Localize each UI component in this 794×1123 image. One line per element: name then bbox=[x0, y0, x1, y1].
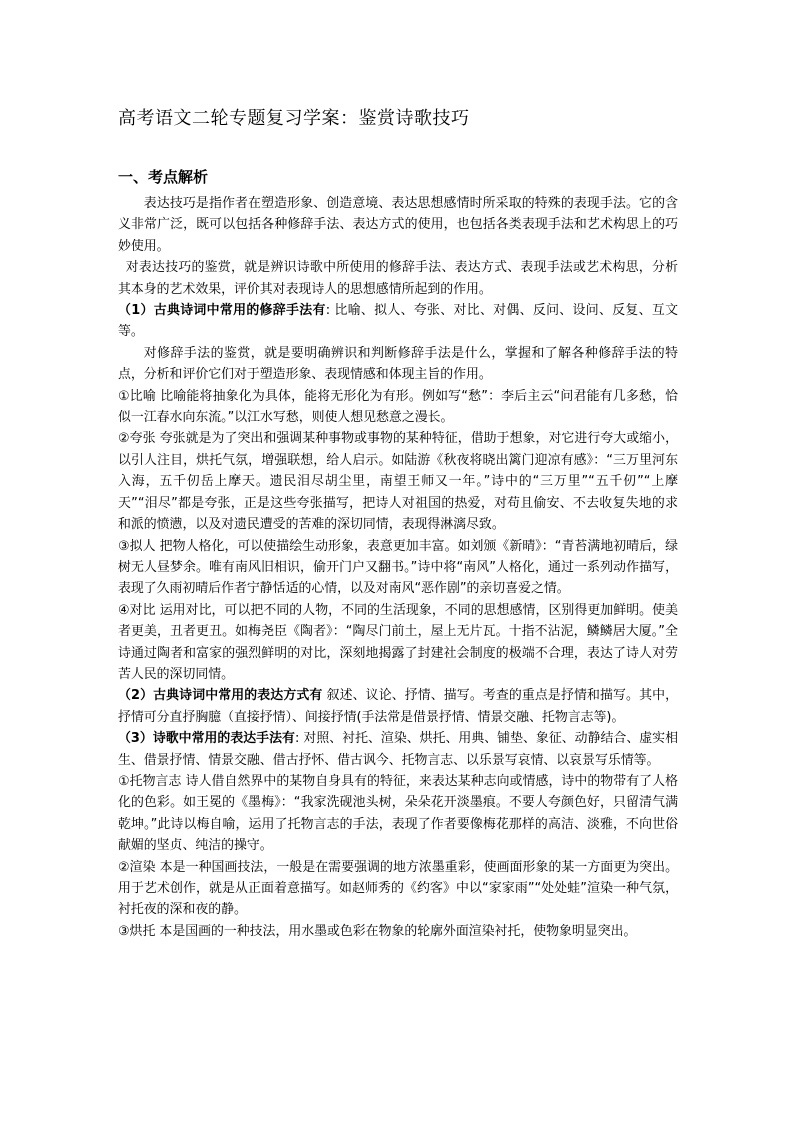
paragraph: ④对比 运用对比，可以把不同的人物，不同的生活现象，不同的思想感情，区别得更加鲜明。使美者更美，丑者更丑。如梅尧臣《陶者》：“陶尽门前土，屋上无片瓦。十指不沾泥，鳞鳞居大厦。”全诗通过陶者和富家的强烈鲜明的对比，深刻地揭露了封建社会制度的极端不合理，表达了诗人对劳苦人民的深切同情。 bbox=[118, 602, 678, 682]
paragraph-lead: （2）古典诗词中常用的表达方式有 bbox=[118, 688, 323, 704]
paragraph: 表达技巧是指作者在塑造形象、创造意境、表达思想感情时所采取的特殊的表现手法。它的含义非常广泛，既可以包括各种修辞手法、表达方式的使用，也包括各类表现手法和艺术构思上的巧妙使用。 bbox=[118, 196, 678, 254]
paragraph: ②夸张 夸张就是为了突出和强调某种事物或事物的某种特征，借助于想象，对它进行夸大或缩小，以引人注目，烘托气氛，增强联想，给人启示。如陆游《秋夜将晓出篱门迎凉有感》：“三万里河东入海，五千仞岳上摩天。遗民泪尽胡尘里，南望王师又一年。”诗中的“三万里”“五千仞”“上摩天”“泪尽”都是夸张，正是这些夸张描写，把诗人对祖国的热爱，对苟且偷安、不去收复失地的求和派的愤懑，以及对遗民遭受的苦难的深切同情，表现得淋漓尽致。 bbox=[118, 431, 678, 533]
section-heading: 一、考点解析 bbox=[118, 168, 209, 186]
paragraph: 对修辞手法的鉴赏，就是要明确辨识和判断修辞手法是什么，掌握和了解各种修辞手法的特点，分析和评价它们对于塑造形象、表现情感和体现主旨的作用。 bbox=[118, 345, 678, 383]
paragraph: ③拟人 把物人格化，可以使描绘生动形象，表意更加丰富。如刘颁《新晴》：“青苔满地初晴后，绿树无人昼梦余。唯有南风旧相识，偷开门户又翻书。”诗中将“南风”人格化，通过一系列动作描写，表现了久雨初晴后作者宁静恬适的心情，以及对南风“恶作剧”的亲切喜爱之情。 bbox=[118, 538, 678, 597]
paragraph bbox=[118, 300, 678, 343]
paragraph-lead: （3）诗歌中常用的表达手法有 bbox=[118, 731, 295, 747]
paragraph-text: : 对照、衬托、渲染、烘托、用典、铺垫、象征、动静结合、虚实相生、借景抒情、情景交融、借古抒怀、借古讽今、托物言志、以乐景写哀情、以哀景写乐情等。 bbox=[118, 731, 678, 768]
page-title: 高考语文二轮专题复习学案：鉴赏诗歌技巧 bbox=[118, 108, 470, 129]
paragraph bbox=[118, 685, 678, 728]
body-text bbox=[118, 193, 678, 942]
paragraph: ②渲染 本是一种国画技法，一般是在需要强调的地方浓墨重彩，使画面形象的某一方面更为突出。用于艺术创作，就是从正面着意描写。如赵师秀的《约客》中以“家家雨”“处处蛙”渲染一种气氛，衬托夜的深和夜的静。 bbox=[118, 859, 678, 918]
paragraph-text: 叙述、议论、抒情、描写。考查的重点是抒情和描写。其中，抒情可分直抒胸臆（直接抒情）、间接抒情(手法常是借景抒情、情景交融、托物言志等)。 bbox=[118, 688, 678, 725]
paragraph: ①托物言志 诗人借自然界中的某物自身具有的特征，来表达某种志向或情感，诗中的物带有了人格化的色彩。如王冕的《墨梅》：“我家洗砚池头树，朵朵花开淡墨痕。不要人夸颜色好，只留清气满乾坤。”此诗以梅自喻，运用了托物言志的手法，表现了作者要像梅花那样的高洁、淡雅，不向世俗献媚的坚贞、纯洁的操守。 bbox=[118, 773, 678, 854]
paragraph bbox=[118, 728, 678, 771]
paragraph: ③烘托 本是国画的一种技法，用水墨或色彩在物象的轮廓外面渲染衬托，使物象明显突出。 bbox=[118, 923, 637, 939]
paragraph: 对表达技巧的鉴赏，就是辨识诗歌中所使用的修辞手法、表达方式、表现手法或艺术构思，分析其本身的艺术效果，评价其对表现诗人的思想感情所起到的作用。 bbox=[118, 260, 678, 297]
paragraph: ①比喻 比喻能将抽象化为具体，能将无形化为有形。例如写“愁”：李后主云“问君能有几多愁，恰似一江春水向东流。”以江水写愁，则使人想见愁意之漫长。 bbox=[118, 388, 678, 426]
paragraph-lead: （1）古典诗词中常用的修辞手法有 bbox=[118, 303, 326, 319]
paragraph-text: : 比喻、拟人、夸张、对比、对偶、反问、设问、反复、互文等。 bbox=[118, 303, 678, 340]
